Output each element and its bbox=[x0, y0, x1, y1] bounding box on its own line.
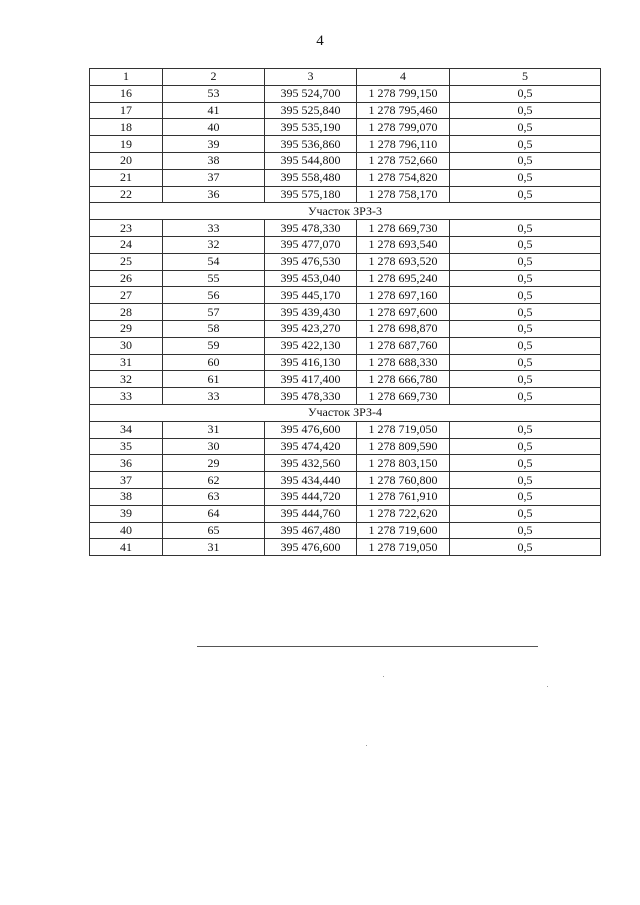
scan-speck bbox=[547, 686, 548, 687]
table-row bbox=[90, 354, 601, 371]
table-cell: 0,5 bbox=[450, 371, 601, 388]
table-row bbox=[90, 488, 601, 505]
table-cell: 0,5 bbox=[450, 85, 601, 102]
table-cell: 0,5 bbox=[450, 119, 601, 136]
table-cell: 395 476,600 bbox=[265, 421, 357, 438]
table-cell: 30 bbox=[90, 337, 163, 354]
table-row bbox=[90, 455, 601, 472]
table-cell: 21 bbox=[90, 169, 163, 186]
table-cell: 395 524,700 bbox=[265, 85, 357, 102]
table-row bbox=[90, 220, 601, 237]
table-body bbox=[90, 85, 601, 555]
table-cell: 54 bbox=[163, 253, 265, 270]
table-cell: 0,5 bbox=[450, 421, 601, 438]
table-cell: 40 bbox=[90, 522, 163, 539]
scan-speck bbox=[383, 676, 384, 677]
table-cell: 31 bbox=[163, 539, 265, 556]
table-row bbox=[90, 102, 601, 119]
table-cell: 41 bbox=[90, 539, 163, 556]
table-cell: 35 bbox=[90, 438, 163, 455]
table-cell: 0,5 bbox=[450, 455, 601, 472]
table-row bbox=[90, 539, 601, 556]
table-cell: 395 444,760 bbox=[265, 505, 357, 522]
table-cell: 395 444,720 bbox=[265, 488, 357, 505]
table-cell: 395 434,440 bbox=[265, 472, 357, 489]
table-cell: 0,5 bbox=[450, 337, 601, 354]
table-cell: 31 bbox=[90, 354, 163, 371]
table-cell: 395 474,420 bbox=[265, 438, 357, 455]
table-cell: 37 bbox=[90, 472, 163, 489]
table-row bbox=[90, 421, 601, 438]
table-cell: 395 432,560 bbox=[265, 455, 357, 472]
table-cell: 0,5 bbox=[450, 354, 601, 371]
table-cell: 0,5 bbox=[450, 505, 601, 522]
table-cell: 1 278 688,330 bbox=[357, 354, 450, 371]
table-cell: 40 bbox=[163, 119, 265, 136]
table-cell: 31 bbox=[163, 421, 265, 438]
table-cell: 33 bbox=[163, 388, 265, 405]
table-cell: 61 bbox=[163, 371, 265, 388]
table-cell: 16 bbox=[90, 85, 163, 102]
table-row bbox=[90, 186, 601, 203]
table-cell: 55 bbox=[163, 270, 265, 287]
signature-line bbox=[197, 646, 538, 647]
section-row bbox=[90, 404, 601, 421]
table-cell: 1 278 698,870 bbox=[357, 320, 450, 337]
table-cell: 33 bbox=[90, 388, 163, 405]
table-cell: 1 278 752,660 bbox=[357, 152, 450, 169]
table-cell: 1 278 697,600 bbox=[357, 304, 450, 321]
table-cell: 26 bbox=[90, 270, 163, 287]
table-row bbox=[90, 505, 601, 522]
header-cell: 1 bbox=[90, 69, 163, 86]
table-cell: 41 bbox=[163, 102, 265, 119]
table-cell: 395 525,840 bbox=[265, 102, 357, 119]
table-cell: 58 bbox=[163, 320, 265, 337]
table-cell: 34 bbox=[90, 421, 163, 438]
table-cell: 395 417,400 bbox=[265, 371, 357, 388]
table-cell: 395 439,430 bbox=[265, 304, 357, 321]
section-label: Участок ЗРЗ-3 bbox=[90, 203, 601, 220]
table-cell: 33 bbox=[163, 220, 265, 237]
table-cell: 30 bbox=[163, 438, 265, 455]
header-cell: 3 bbox=[265, 69, 357, 86]
table-cell: 36 bbox=[90, 455, 163, 472]
table-cell: 395 575,180 bbox=[265, 186, 357, 203]
table-cell: 18 bbox=[90, 119, 163, 136]
table-cell: 64 bbox=[163, 505, 265, 522]
table-cell: 1 278 758,170 bbox=[357, 186, 450, 203]
table-cell: 37 bbox=[163, 169, 265, 186]
table-cell: 395 416,130 bbox=[265, 354, 357, 371]
page-number: 4 bbox=[316, 33, 324, 49]
table-cell: 0,5 bbox=[450, 304, 601, 321]
table-cell: 1 278 809,590 bbox=[357, 438, 450, 455]
table-cell: 0,5 bbox=[450, 522, 601, 539]
header-cell: 4 bbox=[357, 69, 450, 86]
table-cell: 395 544,800 bbox=[265, 152, 357, 169]
table-cell: 0,5 bbox=[450, 287, 601, 304]
table-cell: 1 278 722,620 bbox=[357, 505, 450, 522]
table-cell: 1 278 693,540 bbox=[357, 236, 450, 253]
table-row bbox=[90, 119, 601, 136]
table-row bbox=[90, 152, 601, 169]
table-row bbox=[90, 236, 601, 253]
table-header-row bbox=[90, 69, 601, 86]
coordinates-table bbox=[89, 68, 601, 556]
table-cell: 56 bbox=[163, 287, 265, 304]
table-row bbox=[90, 472, 601, 489]
table-cell: 395 478,330 bbox=[265, 388, 357, 405]
table-cell: 38 bbox=[163, 152, 265, 169]
table-cell: 32 bbox=[163, 236, 265, 253]
table-row bbox=[90, 287, 601, 304]
table-row bbox=[90, 270, 601, 287]
table-row bbox=[90, 320, 601, 337]
table-cell: 1 278 796,110 bbox=[357, 136, 450, 153]
table-row bbox=[90, 136, 601, 153]
table-cell: 1 278 693,520 bbox=[357, 253, 450, 270]
table-row bbox=[90, 253, 601, 270]
table-cell: 24 bbox=[90, 236, 163, 253]
table-cell: 395 536,860 bbox=[265, 136, 357, 153]
table-cell: 0,5 bbox=[450, 136, 601, 153]
table-cell: 0,5 bbox=[450, 438, 601, 455]
table-cell: 0,5 bbox=[450, 270, 601, 287]
table-cell: 1 278 795,460 bbox=[357, 102, 450, 119]
table-cell: 1 278 669,730 bbox=[357, 388, 450, 405]
table-cell: 1 278 760,800 bbox=[357, 472, 450, 489]
table-cell: 395 467,480 bbox=[265, 522, 357, 539]
table-cell: 53 bbox=[163, 85, 265, 102]
table-row bbox=[90, 371, 601, 388]
table-cell: 0,5 bbox=[450, 236, 601, 253]
table-cell: 27 bbox=[90, 287, 163, 304]
table-cell: 20 bbox=[90, 152, 163, 169]
table-cell: 62 bbox=[163, 472, 265, 489]
table-cell: 32 bbox=[90, 371, 163, 388]
table-cell: 395 535,190 bbox=[265, 119, 357, 136]
table-cell: 29 bbox=[163, 455, 265, 472]
table-cell: 0,5 bbox=[450, 102, 601, 119]
table-cell: 39 bbox=[163, 136, 265, 153]
table-cell: 1 278 803,150 bbox=[357, 455, 450, 472]
table-cell: 1 278 695,240 bbox=[357, 270, 450, 287]
table-cell: 395 423,270 bbox=[265, 320, 357, 337]
table-cell: 1 278 799,150 bbox=[357, 85, 450, 102]
table-cell: 395 422,130 bbox=[265, 337, 357, 354]
table-cell: 28 bbox=[90, 304, 163, 321]
table-cell: 395 445,170 bbox=[265, 287, 357, 304]
table-cell: 1 278 687,760 bbox=[357, 337, 450, 354]
table-cell: 395 476,600 bbox=[265, 539, 357, 556]
table-cell: 1 278 697,160 bbox=[357, 287, 450, 304]
table-cell: 1 278 719,600 bbox=[357, 522, 450, 539]
header-cell: 5 bbox=[450, 69, 601, 86]
table-cell: 1 278 666,780 bbox=[357, 371, 450, 388]
section-row bbox=[90, 203, 601, 220]
table-cell: 57 bbox=[163, 304, 265, 321]
table-cell: 0,5 bbox=[450, 388, 601, 405]
table-cell: 0,5 bbox=[450, 186, 601, 203]
table-cell: 1 278 719,050 bbox=[357, 421, 450, 438]
table-cell: 38 bbox=[90, 488, 163, 505]
table-cell: 17 bbox=[90, 102, 163, 119]
table-row bbox=[90, 522, 601, 539]
table-cell: 0,5 bbox=[450, 472, 601, 489]
table-cell: 19 bbox=[90, 136, 163, 153]
table-cell: 36 bbox=[163, 186, 265, 203]
table-cell: 63 bbox=[163, 488, 265, 505]
table-cell: 0,5 bbox=[450, 539, 601, 556]
table-cell: 0,5 bbox=[450, 152, 601, 169]
table-cell: 395 453,040 bbox=[265, 270, 357, 287]
table-row bbox=[90, 85, 601, 102]
table-row bbox=[90, 337, 601, 354]
table-cell: 23 bbox=[90, 220, 163, 237]
scan-speck bbox=[366, 745, 367, 746]
table-cell: 0,5 bbox=[450, 253, 601, 270]
table-row bbox=[90, 304, 601, 321]
table-cell: 0,5 bbox=[450, 220, 601, 237]
table-cell: 1 278 761,910 bbox=[357, 488, 450, 505]
table-cell: 29 bbox=[90, 320, 163, 337]
header-cell: 2 bbox=[163, 69, 265, 86]
table-cell: 395 476,530 bbox=[265, 253, 357, 270]
table-cell: 39 bbox=[90, 505, 163, 522]
table-cell: 1 278 669,730 bbox=[357, 220, 450, 237]
table-row bbox=[90, 388, 601, 405]
table-cell: 60 bbox=[163, 354, 265, 371]
table-row bbox=[90, 438, 601, 455]
table-cell: 0,5 bbox=[450, 488, 601, 505]
table-cell: 65 bbox=[163, 522, 265, 539]
table-row bbox=[90, 169, 601, 186]
table-cell: 1 278 754,820 bbox=[357, 169, 450, 186]
table-cell: 395 558,480 bbox=[265, 169, 357, 186]
table-cell: 1 278 719,050 bbox=[357, 539, 450, 556]
table-cell: 22 bbox=[90, 186, 163, 203]
table-cell: 395 477,070 bbox=[265, 236, 357, 253]
table-cell: 0,5 bbox=[450, 169, 601, 186]
section-label: Участок ЗРЗ-4 bbox=[90, 404, 601, 421]
table-cell: 395 478,330 bbox=[265, 220, 357, 237]
table-cell: 25 bbox=[90, 253, 163, 270]
table-cell: 59 bbox=[163, 337, 265, 354]
table-cell: 1 278 799,070 bbox=[357, 119, 450, 136]
table-cell: 0,5 bbox=[450, 320, 601, 337]
